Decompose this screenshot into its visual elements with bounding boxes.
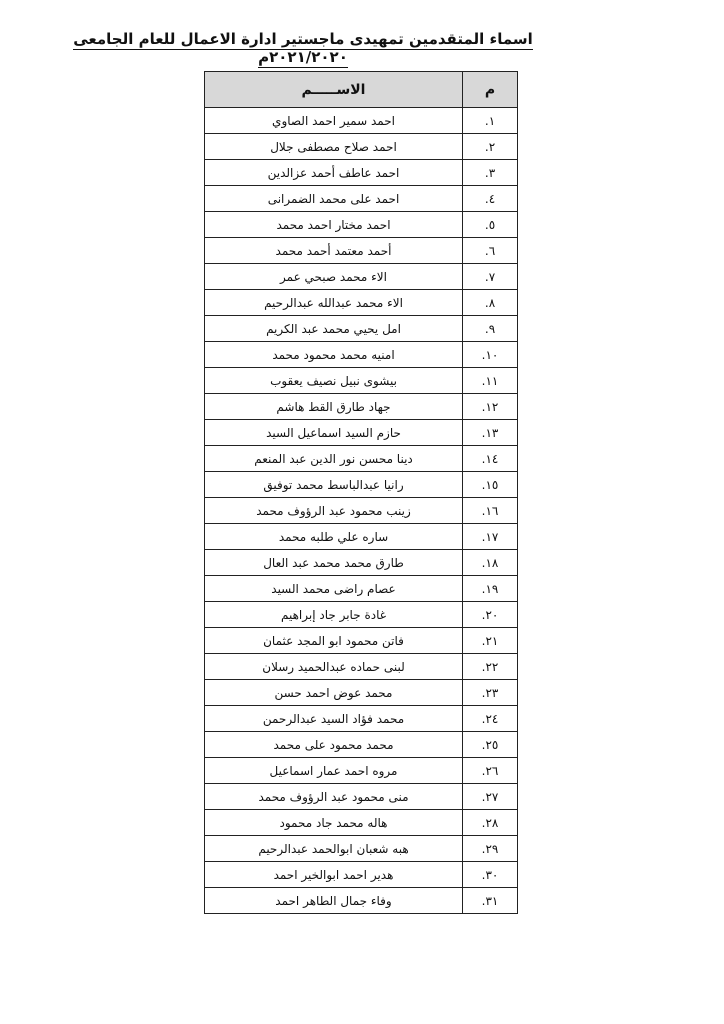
- table-row: [205, 654, 518, 680]
- table-row: [205, 290, 518, 316]
- row-number: ٢٤.: [463, 706, 518, 732]
- row-number: ٢٠.: [463, 602, 518, 628]
- table-row: [205, 498, 518, 524]
- applicant-name: احمد صلاح مصطفى جلال: [205, 134, 463, 160]
- row-number: ١٩.: [463, 576, 518, 602]
- table-row: [205, 160, 518, 186]
- row-number: ١٧.: [463, 524, 518, 550]
- applicant-name: غادة جابر جاد إبراهيم: [205, 602, 463, 628]
- row-number: ٤.: [463, 186, 518, 212]
- table-row: [205, 394, 518, 420]
- table-row: [205, 810, 518, 836]
- table-row: [205, 628, 518, 654]
- table-row: [205, 212, 518, 238]
- table-row: [205, 342, 518, 368]
- table-header-row: [205, 72, 518, 108]
- applicant-name: منى محمود عبد الرؤوف محمد: [205, 784, 463, 810]
- applicant-name: دينا محسن نور الدين عبد المنعم: [205, 446, 463, 472]
- applicant-name: طارق محمد محمد عبد العال: [205, 550, 463, 576]
- row-number: ١٥.: [463, 472, 518, 498]
- applicant-name: فاتن محمود ابو المجد عثمان: [205, 628, 463, 654]
- table-row: [205, 706, 518, 732]
- row-number: ٢٩.: [463, 836, 518, 862]
- applicant-name: عصام راضى محمد السيد: [205, 576, 463, 602]
- applicant-name: محمد محمود على محمد: [205, 732, 463, 758]
- document-title: [60, 30, 546, 66]
- row-number: ٢١.: [463, 628, 518, 654]
- document-title-text: اسماء المتقدمين تمهيدى ماجستير ادارة الاعمال للعام الجامعى ٢٠٢١/٢٠٢٠م: [73, 30, 533, 66]
- table-body: [205, 108, 518, 914]
- applicant-name: احمد مختار احمد محمد: [205, 212, 463, 238]
- table-row: [205, 784, 518, 810]
- row-number: ٧.: [463, 264, 518, 290]
- table-row: [205, 368, 518, 394]
- applicant-name: جهاد طارق القط هاشم: [205, 394, 463, 420]
- table-row: [205, 472, 518, 498]
- row-number: ١٣.: [463, 420, 518, 446]
- row-number: ١٠.: [463, 342, 518, 368]
- row-number: ٥.: [463, 212, 518, 238]
- table-row: [205, 446, 518, 472]
- header-name: الاســـــم: [205, 72, 463, 108]
- row-number: ٢.: [463, 134, 518, 160]
- table-row: [205, 108, 518, 134]
- table-row: [205, 134, 518, 160]
- table-row: [205, 836, 518, 862]
- applicant-name: هاله محمد جاد محمود: [205, 810, 463, 836]
- applicant-name: بيشوى نبيل نصيف يعقوب: [205, 368, 463, 394]
- row-number: ١١.: [463, 368, 518, 394]
- applicant-name: زينب محمود عبد الرؤوف محمد: [205, 498, 463, 524]
- applicant-name: أحمد معتمد أحمد محمد: [205, 238, 463, 264]
- row-number: ٨.: [463, 290, 518, 316]
- applicant-name: الاء محمد عبدالله عبدالرحيم: [205, 290, 463, 316]
- row-number: ١.: [463, 108, 518, 134]
- row-number: ٦.: [463, 238, 518, 264]
- row-number: ١٦.: [463, 498, 518, 524]
- row-number: ٢٧.: [463, 784, 518, 810]
- row-number: ٣١.: [463, 888, 518, 914]
- row-number: ٢٨.: [463, 810, 518, 836]
- table-row: [205, 420, 518, 446]
- table-row: [205, 862, 518, 888]
- table-row: [205, 186, 518, 212]
- applicant-name: الاء محمد صبحي عمر: [205, 264, 463, 290]
- table-row: [205, 732, 518, 758]
- table-row: [205, 316, 518, 342]
- row-number: ٢٣.: [463, 680, 518, 706]
- applicant-name: ساره علي طلبه محمد: [205, 524, 463, 550]
- table-row: [205, 758, 518, 784]
- applicant-name: احمد عاطف أحمد عزالدين: [205, 160, 463, 186]
- table-row: [205, 238, 518, 264]
- row-number: ٢٦.: [463, 758, 518, 784]
- applicant-name: لبنى حماده عبدالحميد رسلان: [205, 654, 463, 680]
- table-row: [205, 524, 518, 550]
- applicant-name: محمد عوض احمد حسن: [205, 680, 463, 706]
- applicant-name: احمد سمير احمد الصاوي: [205, 108, 463, 134]
- applicant-name: هبه شعبان ابوالحمد عبدالرحيم: [205, 836, 463, 862]
- applicant-name: احمد على محمد الضمرانى: [205, 186, 463, 212]
- row-number: ٢٢.: [463, 654, 518, 680]
- applicant-name: مروه احمد عمار اسماعيل: [205, 758, 463, 784]
- row-number: ٣.: [463, 160, 518, 186]
- table-row: [205, 264, 518, 290]
- applicant-name: هدير احمد ابوالخير احمد: [205, 862, 463, 888]
- table-row: [205, 680, 518, 706]
- applicant-name: رانيا عبدالباسط محمد توفيق: [205, 472, 463, 498]
- applicant-name: امنيه محمد محمود محمد: [205, 342, 463, 368]
- table-row: [205, 888, 518, 914]
- table-row: [205, 602, 518, 628]
- row-number: ٣٠.: [463, 862, 518, 888]
- table-row: [205, 550, 518, 576]
- applicant-name: امل يحيي محمد عبد الكريم: [205, 316, 463, 342]
- table-row: [205, 576, 518, 602]
- header-number: م: [463, 72, 518, 108]
- row-number: ١٢.: [463, 394, 518, 420]
- row-number: ١٨.: [463, 550, 518, 576]
- row-number: ١٤.: [463, 446, 518, 472]
- row-number: ٢٥.: [463, 732, 518, 758]
- applicant-name: حازم السيد اسماعيل السيد: [205, 420, 463, 446]
- applicant-name: محمد فؤاد السيد عبدالرحمن: [205, 706, 463, 732]
- applicant-name: وفاء جمال الطاهر احمد: [205, 888, 463, 914]
- row-number: ٩.: [463, 316, 518, 342]
- applicants-table: [204, 71, 518, 914]
